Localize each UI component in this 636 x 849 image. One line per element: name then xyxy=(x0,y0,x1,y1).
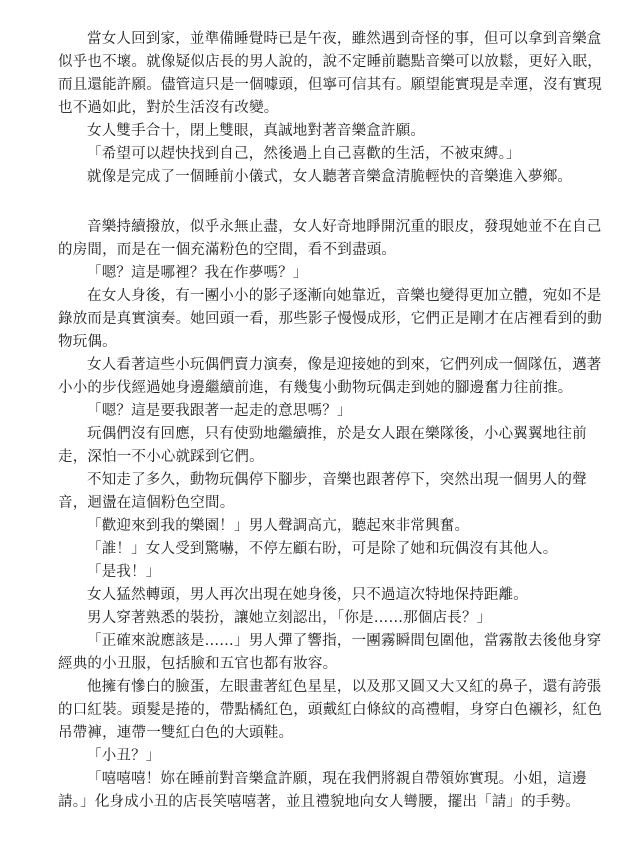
dialogue-line: 「小丑？」 xyxy=(87,748,161,764)
paragraph-line: 也不過如此，對於生活沒有改變。 xyxy=(58,100,279,116)
dialogue-line: 「誰！」女人受到驚嚇，不停左顧右盼，可是除了她和玩偶沒有其他人。 xyxy=(87,541,558,557)
paragraph-line: 就像是完成了一個睡前小儀式，女人聽著音樂盒清脆輕快的音樂進入夢鄉。 xyxy=(87,169,573,185)
dialogue-line: 「嘻嘻嘻！妳在睡前對音樂盒許願，現在我們將親自帶領妳實現。小姐，這邊 xyxy=(87,771,587,787)
paragraph-line: 走，深怕一不小心就踩到它們。 xyxy=(58,449,264,465)
dialogue-line: 「嗯？這是哪裡？我在作夢嗎？」 xyxy=(87,265,308,281)
paragraph-line: 小小的步伐經過她身邊繼續前進，有幾隻小動物玩偶走到她的腳邊奮力往前推。 xyxy=(58,380,573,396)
paragraph-line: 的口紅裝。頭髮是捲的，帶點橘紅色，頭戴紅白條紋的高禮帽，身穿白色襯衫，紅色 xyxy=(58,702,602,718)
document-page xyxy=(58,28,602,814)
paragraph-line: 的房間，而是在一個充滿粉色的空間，看不到盡頭。 xyxy=(58,242,397,258)
paragraph-line: 當女人回到家，並準備睡覺時已是午夜，雖然遇到奇怪的事，但可以拿到音樂盒 xyxy=(87,31,602,47)
dialogue-line: 「歡迎來到我的樂園！」男人聲調高亢，聽起來非常興奮。 xyxy=(87,518,470,534)
paragraph-line: 在女人身後，有一團小小的影子逐漸向她靠近，音樂也變得更加立體，宛如不是 xyxy=(87,288,602,304)
paragraph-line: 吊帶褲，連帶一雙紅白色的大頭鞋。 xyxy=(58,725,294,741)
paragraph-line: 物玩偶。 xyxy=(58,334,117,350)
paragraph-line: 他擁有慘白的臉蛋，左眼畫著紅色星星，以及那又圓又大又紅的鼻子，還有誇張 xyxy=(87,679,602,695)
paragraph-line: 男人穿著熟悉的裝扮，讓她立刻認出，「你是……那個店長？」 xyxy=(87,610,492,626)
paragraph-line: 女人看著這些小玩偶們賣力演奏，像是迎接她的到來，它們列成一個隊伍，邁著 xyxy=(87,357,602,373)
paragraph-line: 音樂持續撥放，似乎永無止盡，女人好奇地睜開沉重的眼皮，發現她並不在自己 xyxy=(87,219,602,235)
paragraph-line: 女人雙手合十，閉上雙眼，真誠地對著音樂盒許願。 xyxy=(87,123,426,139)
dialogue-line: 「是我！」 xyxy=(87,564,161,580)
paragraph-line: 音，迴盪在這個粉色空間。 xyxy=(58,495,235,511)
dialogue-line: 「正確來說應該是……」男人彈了響指，一團霧瞬間包圍他，當霧散去後他身穿 xyxy=(87,633,602,649)
paragraph-line: 女人猛然轉頭，男人再次出現在她身後，只不過這次特地保持距離。 xyxy=(87,587,528,603)
paragraph-line: 而且還能許願。儘管這只是一個噱頭，但寧可信其有。願望能實現是幸運，沒有實現 xyxy=(58,77,602,93)
paragraph-line: 不知走了多久，動物玩偶停下腳步，音樂也跟著停下，突然出現一個男人的聲 xyxy=(87,472,587,488)
paragraph-line: 請。」化身成小丑的店長笑嘻嘻著，並且禮貌地向女人彎腰，擺出「請」的手勢。 xyxy=(58,794,580,810)
paragraph-line: 錄放而是真實演奏。她回頭一看，那些影子慢慢成形，它們正是剛才在店裡看到的動 xyxy=(58,311,602,327)
section-break xyxy=(58,189,598,216)
paragraph-line: 似乎也不壞。就像疑似店長的男人說的，說不定睡前聽點音樂可以放鬆，更好入眠， xyxy=(58,54,602,70)
dialogue-line: 「希望可以趕快找到自己，然後過上自己喜歡的生活，不被束縛。」 xyxy=(87,146,521,162)
paragraph-line: 經典的小丑服，包括臉和五官也都有妝容。 xyxy=(58,656,338,672)
dialogue-line: 「嗯？這是要我跟著一起走的意思嗎？」 xyxy=(87,403,352,419)
paragraph-line: 玩偶們沒有回應，只有使勁地繼續推，於是女人跟在樂隊後，小心翼翼地往前 xyxy=(87,426,587,442)
